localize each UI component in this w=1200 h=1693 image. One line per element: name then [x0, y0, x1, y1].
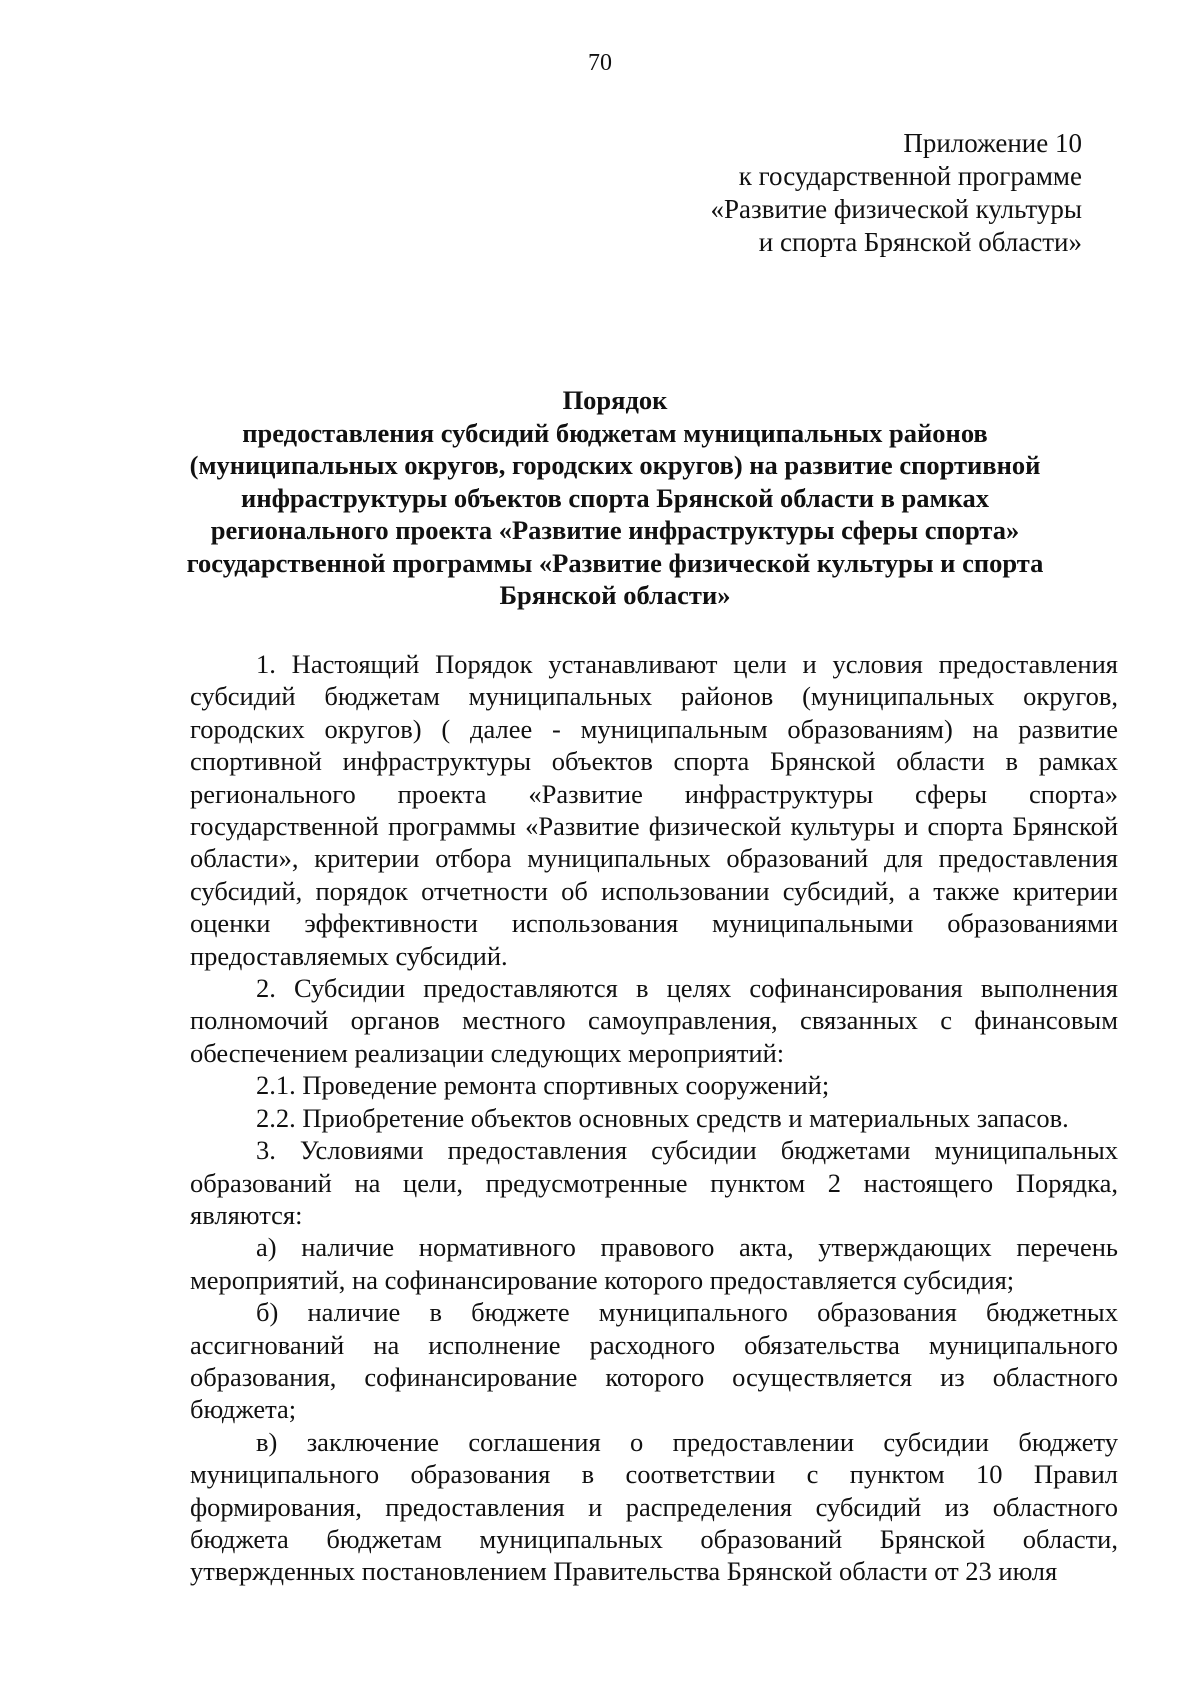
annex-line: Приложение 10 [903, 128, 1082, 158]
paragraph-2-1: 2.1. Проведение ремонта спортивных сооружений; [256, 1070, 830, 1101]
title-line: Брянской области» [499, 580, 731, 610]
annex-heading [711, 127, 1082, 259]
annex-line: и спорта Брянской области» [758, 227, 1082, 257]
paragraph-2-2: 2.2. Приобретение объектов основных средств и материальных запасов. [256, 1102, 1069, 1133]
title-line: инфраструктуры объектов спорта Брянской области в рамках [241, 482, 989, 513]
document-title [150, 384, 1080, 612]
paragraph-1: 1. Настоящий Порядок устанавливают цели и условия предоставления субсидий бюджетам муниципальных районов (муниципальных округов, городских округов) ( далее - муниципальным образованиям) на развитие спортивной инфраструктуры объектов спорта Брянской области в рамках регионального проекта «Развитие инфраструктуры сферы спорта» государственной программы «Развитие физической культуры и спорта Брянской области», критерии отбора муниципальных образований для предоставления субсидий, порядок отчетности об использовании субсидий, а также критерии оценки эффективности использования муниципальными образованиями предоставляемых субсидий. [190, 649, 1118, 971]
paragraph-3: 3. Условиями предоставления субсидии бюджетами муниципальных образований на цели, предусмотренные пунктом 2 настоящего Порядка, являются: [190, 1135, 1118, 1230]
paragraph-2: 2. Субсидии предоставляются в целях софинансирования выполнения полномочий органов местного самоуправления, связанных с финансовым обеспечением реализации следующих мероприятий: [190, 973, 1118, 1068]
paragraph-3a: а) наличие нормативного правового акта, утверждающих перечень мероприятий, на софинансирование которого предоставляется субсидия; [190, 1232, 1118, 1295]
page-number: 70 [588, 50, 612, 76]
paragraph-3b: б) наличие в бюджете муниципального образования бюджетных ассигнований на исполнение расходного обязательства муниципального образования, софинансирование которого осуществляется из областного бюджета; [190, 1297, 1118, 1425]
annex-line: к государственной программе [738, 161, 1082, 191]
annex-line: «Развитие физической культуры [710, 194, 1082, 224]
title-line: (муниципальных округов, городских округов) на развитие спортивной [189, 450, 1041, 480]
paragraph-3v: в) заключение соглашения о предоставлении субсидии бюджету муниципального образования в соответствии с пунктом 10 Правил формирования, предоставления и распределения субсидий из областного бюджета бюджетам муниципальных образований Брянской области, утвержденных постановлением Правительства Брянской области от 23 июля [190, 1426, 1118, 1587]
document-body [190, 648, 1118, 1588]
title-line: регионального проекта «Развитие инфраструктуры сферы спорта» [210, 515, 1020, 545]
title-line: предоставления субсидий бюджетам муниципальных районов [242, 417, 988, 448]
title-heading: Порядок [562, 385, 668, 415]
title-line: государственной программы «Развитие физической культуры и спорта [186, 547, 1044, 578]
